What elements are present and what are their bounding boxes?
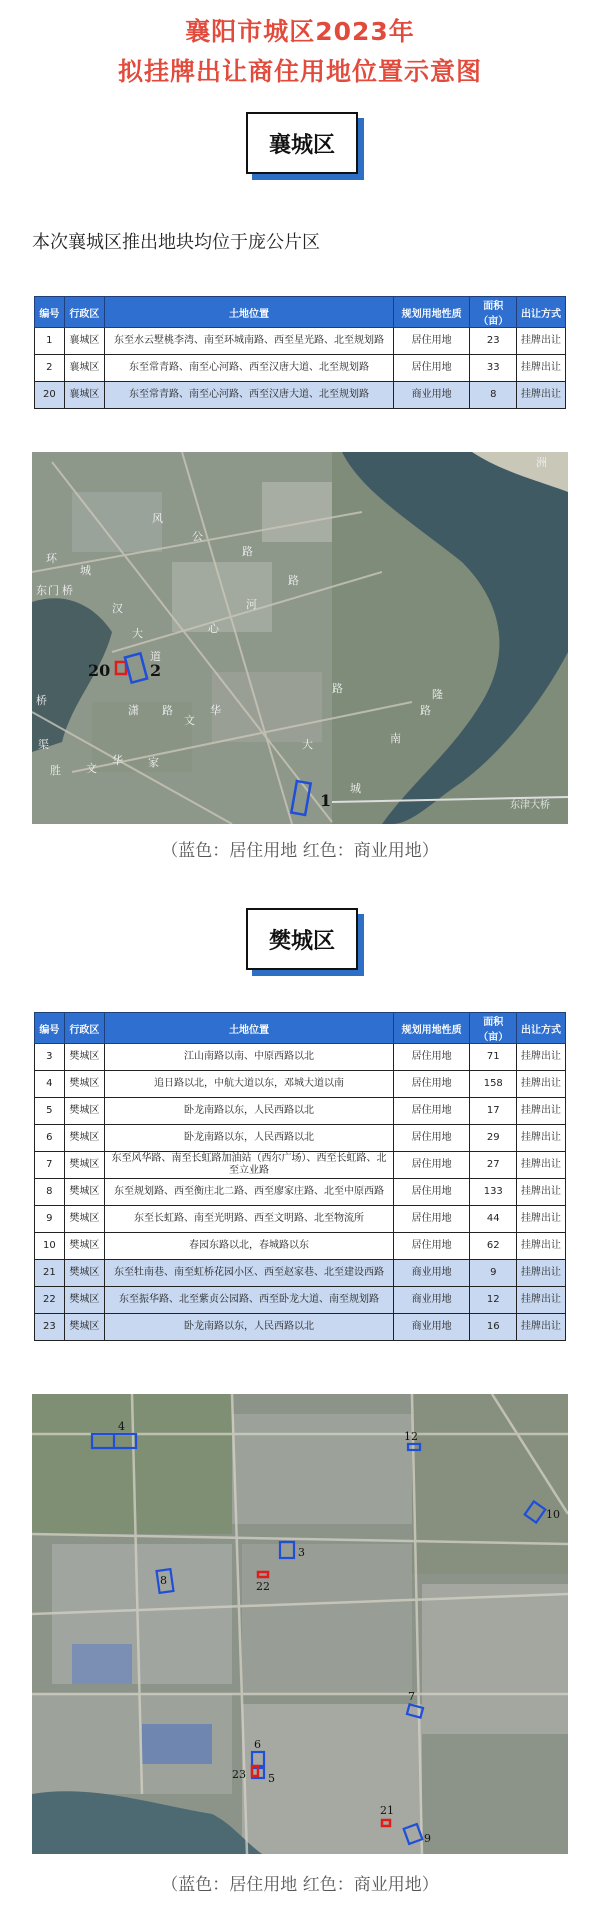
road-label: 路: [420, 704, 431, 717]
cell-area: 16: [470, 1314, 517, 1341]
cell-id: 3: [35, 1044, 65, 1071]
lot-4-label: 4: [118, 1420, 125, 1433]
cell-method: 挂牌出让: [517, 1260, 566, 1287]
cell-location: 东至长虹路、南至光明路、西至文明路、北至物流所: [105, 1206, 394, 1233]
cell-location: 东至水云墅桃李湾、南至环城南路、西至星光路、北至规划路: [105, 328, 394, 355]
cell-location: 东至规划路、西至衡庄北二路、西至廖家庄路、北至中原西路: [105, 1179, 394, 1206]
road-label: 环: [46, 552, 57, 565]
cell-location: 卧龙南路以东，人民西路以北: [105, 1314, 394, 1341]
road-label: 路: [288, 574, 299, 587]
column-header: 规划用地性质: [393, 297, 469, 328]
cell-area: 158: [470, 1071, 517, 1098]
road-label: 胜: [50, 764, 61, 777]
column-header: 出让方式: [517, 1013, 566, 1044]
cell-method: 挂牌出让: [517, 1179, 566, 1206]
lot-8-label: 8: [160, 1574, 167, 1587]
cell-area: 23: [470, 328, 517, 355]
cell-use: 居住用地: [393, 328, 469, 355]
cell-method: 挂牌出让: [517, 1287, 566, 1314]
cell-use: 居住用地: [393, 1044, 469, 1071]
table-row: [35, 1125, 566, 1152]
table-header-row: [35, 297, 566, 328]
cell-use: 商业用地: [393, 382, 469, 409]
road-label: 东: [36, 584, 47, 597]
cell-location: 追日路以北，中航大道以东，邓城大道以南: [105, 1071, 394, 1098]
cell-district: 樊城区: [64, 1071, 104, 1098]
table-row: [35, 1152, 566, 1179]
title-line-1: 襄阳市城区2023年: [185, 17, 415, 46]
cell-use: 居住用地: [393, 1098, 469, 1125]
road-label: 城: [350, 782, 361, 795]
column-header: 面积（亩）: [470, 1013, 517, 1044]
lot-2-label: 2: [150, 661, 162, 680]
cell-method: 挂牌出让: [517, 1071, 566, 1098]
road-label: 大: [302, 738, 313, 751]
cell-id: 23: [35, 1314, 65, 1341]
road-label: 华: [210, 704, 221, 717]
cell-district: 樊城区: [64, 1287, 104, 1314]
legend-xiangcheng: （蓝色：居住用地 红色：商业用地）: [161, 841, 439, 861]
cell-id: 7: [35, 1152, 65, 1179]
cell-use: 商业用地: [393, 1314, 469, 1341]
cell-location: 春园东路以北，春城路以东: [105, 1233, 394, 1260]
road-label: 道: [150, 650, 161, 663]
lot-22-label: 22: [256, 1580, 270, 1593]
cell-area: 8: [470, 382, 517, 409]
cell-id: 4: [35, 1071, 65, 1098]
road-label: 渠: [38, 738, 49, 751]
lot-7-label: 7: [408, 1690, 415, 1703]
section-heading-fancheng: 樊城区: [246, 908, 358, 970]
cell-method: 挂牌出让: [517, 1233, 566, 1260]
table-row: [35, 1071, 566, 1098]
table-row: [35, 1314, 566, 1341]
table-row: [35, 1260, 566, 1287]
cell-district: 樊城区: [64, 1152, 104, 1179]
column-header: 土地位置: [105, 297, 394, 328]
cell-method: 挂牌出让: [517, 1206, 566, 1233]
cell-district: 樊城区: [64, 1179, 104, 1206]
table-row: [35, 1179, 566, 1206]
cell-id: 20: [35, 382, 65, 409]
table-header-row: [35, 1013, 566, 1044]
cell-location: 东至常青路、南至心河路、西至汉唐大道、北至规划路: [105, 382, 394, 409]
cell-id: 10: [35, 1233, 65, 1260]
cell-location: 东至牡南巷、南至虹桥花园小区、西至赵家巷、北至建设西路: [105, 1260, 394, 1287]
cell-method: 挂牌出让: [517, 1044, 566, 1071]
road-label: 路: [242, 545, 253, 558]
cell-location: 卧龙南路以东，人民西路以北: [105, 1125, 394, 1152]
cell-id: 5: [35, 1098, 65, 1125]
cell-district: 樊城区: [64, 1098, 104, 1125]
intro-text: 本次襄城区推出地块均位于庞公片区: [32, 232, 320, 253]
table-row: [35, 1044, 566, 1071]
column-header: 行政区: [64, 1013, 104, 1044]
bridge-label: 东津大桥: [510, 800, 550, 811]
cell-area: 33: [470, 355, 517, 382]
lot-10-label: 10: [546, 1508, 560, 1521]
lot-3-label: 3: [298, 1546, 305, 1559]
column-header: 规划用地性质: [393, 1013, 469, 1044]
cell-use: 居住用地: [393, 1179, 469, 1206]
road-label: 家: [148, 756, 159, 769]
road-label: 路: [332, 682, 343, 695]
cell-method: 挂牌出让: [517, 1098, 566, 1125]
column-header: 编号: [35, 297, 65, 328]
road-label: 风: [152, 512, 163, 525]
table-row: [35, 1287, 566, 1314]
road-label: 南: [390, 732, 401, 745]
cell-id: 9: [35, 1206, 65, 1233]
cell-location: 江山南路以南、中原西路以北: [105, 1044, 394, 1071]
lot-20-label: 20: [88, 661, 111, 680]
cell-use: 居住用地: [393, 355, 469, 382]
cell-location: 东至常青路、南至心河路、西至汉唐大道、北至规划路: [105, 355, 394, 382]
cell-id: 22: [35, 1287, 65, 1314]
legend-fancheng: （蓝色：居住用地 红色：商业用地）: [161, 1875, 439, 1895]
cell-use: 商业用地: [393, 1260, 469, 1287]
cell-area: 44: [470, 1206, 517, 1233]
cell-id: 2: [35, 355, 65, 382]
road-label: 大: [132, 627, 143, 640]
lot-1-label: 1: [320, 791, 332, 810]
cell-method: 挂牌出让: [517, 382, 566, 409]
cell-method: 挂牌出让: [517, 1152, 566, 1179]
lot-23-label: 23: [232, 1768, 246, 1781]
section-heading-xiangcheng: 襄城区: [246, 112, 358, 174]
road-label: 桥: [36, 694, 47, 707]
road-label: 心: [208, 622, 219, 635]
lot-5-label: 5: [268, 1772, 275, 1785]
column-header: 土地位置: [105, 1013, 394, 1044]
road-label: 门: [48, 584, 59, 597]
cell-use: 居住用地: [393, 1152, 469, 1179]
table-row: [35, 1098, 566, 1125]
lot-9-label: 9: [424, 1832, 431, 1845]
lot-12-label: 12: [404, 1430, 418, 1443]
road-label: 隆: [432, 688, 443, 701]
lot-21-label: 21: [380, 1804, 394, 1817]
cell-area: 133: [470, 1179, 517, 1206]
xiangcheng-map: [32, 452, 568, 824]
cell-id: 1: [35, 328, 65, 355]
road-label: 汉: [112, 602, 123, 615]
cell-id: 8: [35, 1179, 65, 1206]
xiangcheng-table: [34, 296, 566, 409]
road-label: 洲: [536, 456, 547, 469]
cell-method: 挂牌出让: [517, 1314, 566, 1341]
cell-district: 樊城区: [64, 1125, 104, 1152]
road-label: 城: [80, 564, 91, 577]
cell-district: 襄城区: [64, 328, 104, 355]
cell-location: 卧龙南路以东，人民西路以北: [105, 1098, 394, 1125]
cell-method: 挂牌出让: [517, 1125, 566, 1152]
cell-area: 29: [470, 1125, 517, 1152]
cell-area: 27: [470, 1152, 517, 1179]
road-label: 文: [184, 714, 195, 727]
column-header: 编号: [35, 1013, 65, 1044]
fancheng-table: [34, 1012, 566, 1341]
cell-location: 东至振华路、北至紫贞公园路、西至卧龙大道、南至规划路: [105, 1287, 394, 1314]
cell-district: 襄城区: [64, 355, 104, 382]
title-line-2: 拟挂牌出让商住用地位置示意图: [117, 57, 482, 86]
cell-area: 62: [470, 1233, 517, 1260]
table-row: [35, 328, 566, 355]
table-row: [35, 1233, 566, 1260]
road-label: 路: [162, 704, 173, 717]
road-label: 公: [192, 530, 203, 543]
cell-use: 居住用地: [393, 1071, 469, 1098]
road-label: 桥: [62, 584, 73, 597]
cell-use: 居住用地: [393, 1206, 469, 1233]
road-label: 潇: [128, 704, 139, 717]
cell-area: 9: [470, 1260, 517, 1287]
cell-district: 襄城区: [64, 382, 104, 409]
cell-area: 71: [470, 1044, 517, 1071]
cell-location: 东至风华路、南至长虹路加油站（西尔广场）、西至长虹路、北至立业路: [105, 1152, 394, 1179]
road-label: 河: [246, 598, 257, 611]
cell-id: 21: [35, 1260, 65, 1287]
cell-id: 6: [35, 1125, 65, 1152]
column-header: 出让方式: [517, 297, 566, 328]
table-row: [35, 1206, 566, 1233]
cell-method: 挂牌出让: [517, 328, 566, 355]
cell-district: 樊城区: [64, 1233, 104, 1260]
cell-use: 居住用地: [393, 1125, 469, 1152]
road-label: 华: [112, 754, 123, 767]
cell-area: 17: [470, 1098, 517, 1125]
column-header: 行政区: [64, 297, 104, 328]
cell-district: 樊城区: [64, 1314, 104, 1341]
cell-method: 挂牌出让: [517, 355, 566, 382]
cell-use: 居住用地: [393, 1233, 469, 1260]
table-row: [35, 382, 566, 409]
cell-area: 12: [470, 1287, 517, 1314]
fancheng-map: [32, 1394, 568, 1854]
cell-district: 樊城区: [64, 1206, 104, 1233]
cell-district: 樊城区: [64, 1044, 104, 1071]
cell-district: 樊城区: [64, 1260, 104, 1287]
road-label: 文: [86, 762, 97, 775]
lot-6-label: 6: [254, 1738, 261, 1751]
column-header: 面积（亩）: [470, 297, 517, 328]
table-row: [35, 355, 566, 382]
cell-use: 商业用地: [393, 1287, 469, 1314]
